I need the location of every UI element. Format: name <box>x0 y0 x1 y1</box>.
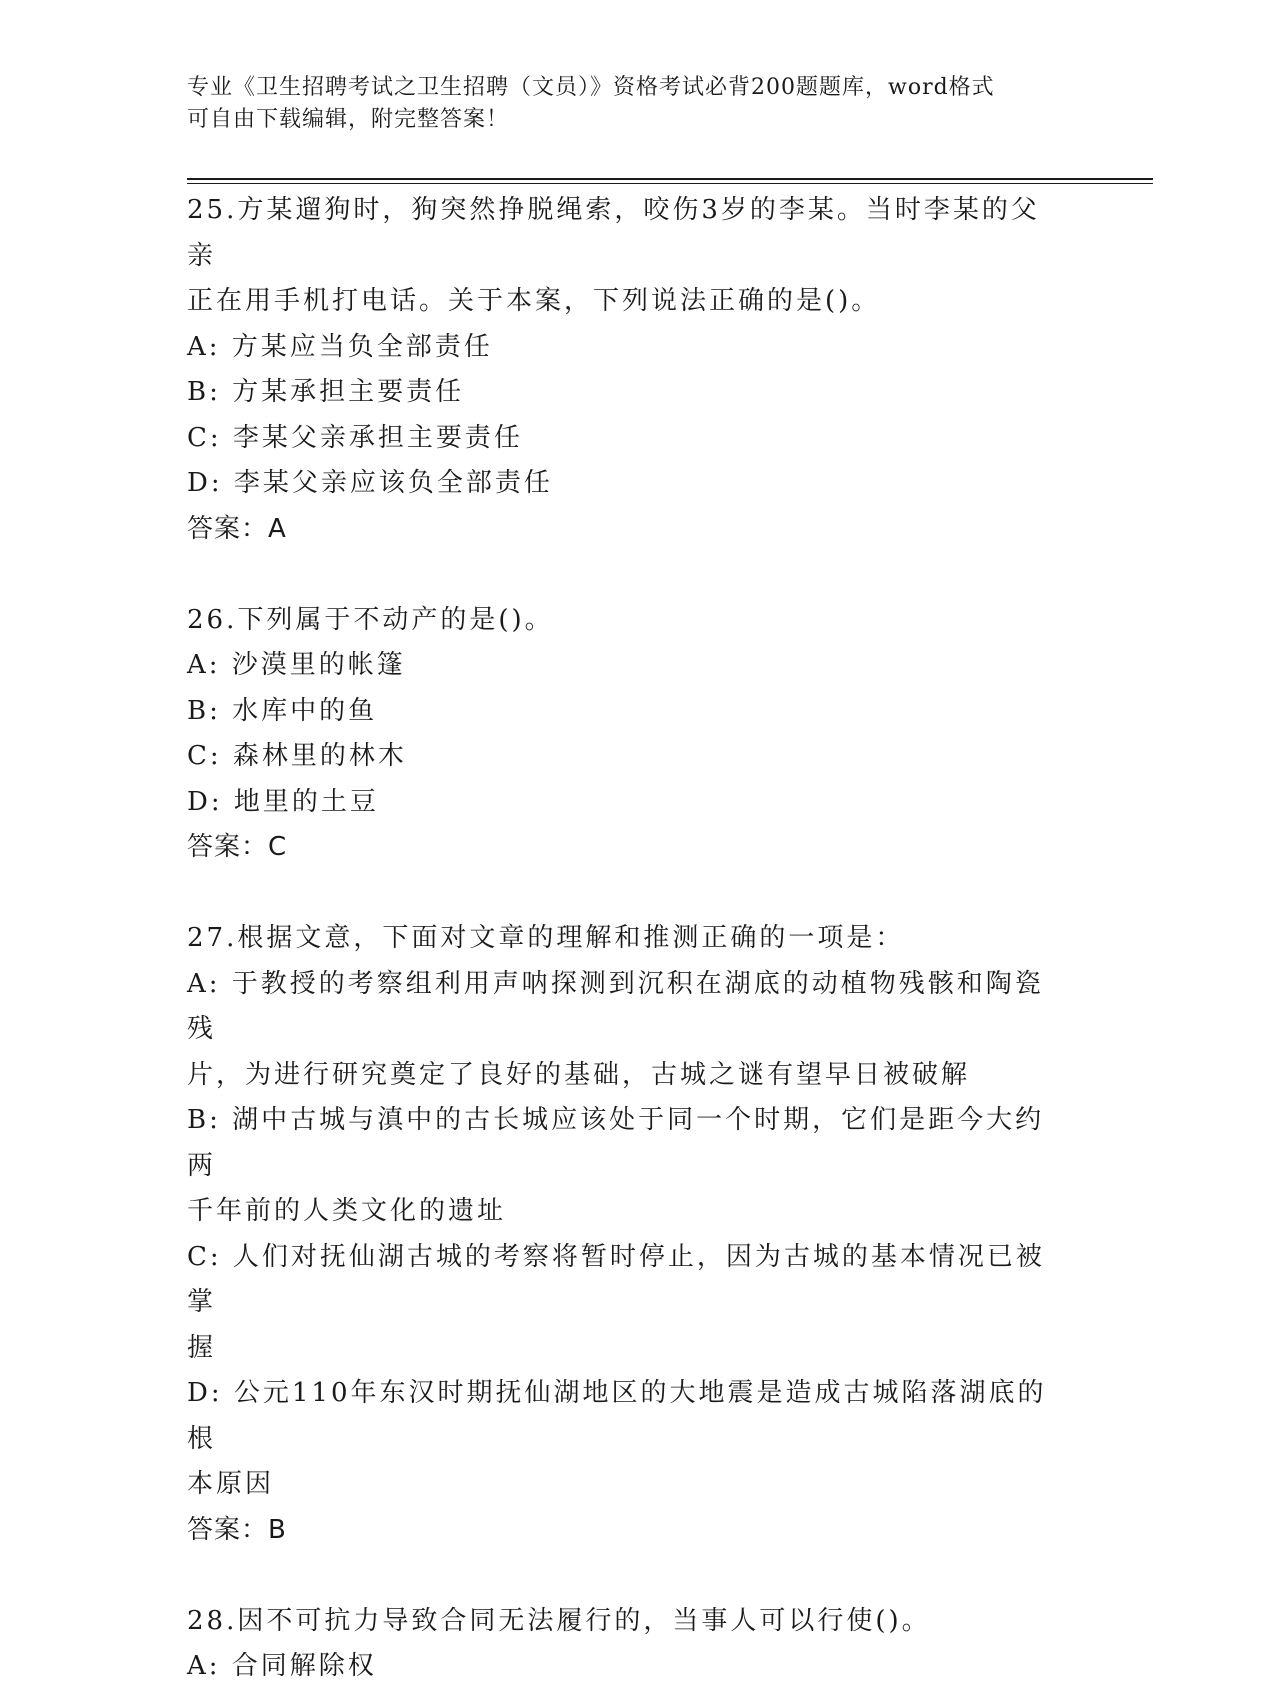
option-c: C: 人们对抚仙湖古城的考察将暂时停止，因为古城的基本情况已被掌 <box>187 1241 1045 1317</box>
header-rule-thin <box>187 183 1153 184</box>
question-stem: 26.下列属于不动产的是()。 <box>187 604 554 635</box>
option-b: B: 水库中的鱼 <box>187 695 378 726</box>
answer-label: 答案：A <box>187 513 287 544</box>
option-b: B: 方某承担主要责任 <box>187 377 465 407</box>
option-c: C: 李某父亲承担主要责任 <box>187 422 523 453</box>
question-26 <box>187 598 1067 871</box>
option-d-continued: 本原因 <box>187 1469 275 1499</box>
option-c: C: 森林里的林木 <box>187 741 407 771</box>
answer-label: 答案：C <box>187 832 288 862</box>
option-d: D: 地里的土豆 <box>187 786 379 817</box>
header-rule-thick <box>187 178 1153 180</box>
option-a: A: 方某应当负全部责任 <box>187 331 493 362</box>
header-line-2: 可自由下载编辑，附完整答案！ <box>187 107 510 132</box>
option-b: B: 湖中古城与滇中的古长城应该处于同一个时期，它们是距今大约两 <box>187 1105 1045 1181</box>
question-stem: 正在用手机打电话。关于本案，下列说法正确的是()。 <box>187 286 881 316</box>
option-d: D: 李某父亲应该负全部责任 <box>187 468 553 498</box>
option-c-continued: 握 <box>187 1332 217 1363</box>
option-a: A: 于教授的考察组利用声呐探测到沉积在湖底的动植物残骸和陶瓷残 <box>187 968 1044 1044</box>
document-header <box>187 72 1067 136</box>
option-b-continued: 千年前的人类文化的遗址 <box>187 1196 507 1226</box>
question-list <box>187 188 1067 1690</box>
answer-label: 答案：B <box>187 1514 287 1545</box>
option-d: D: 公元110年东汉时期抚仙湖地区的大地震是造成古城陷落湖底的根 <box>187 1378 1047 1454</box>
question-25 <box>187 188 1067 552</box>
question-stem: 28.因不可抗力导致合同无法履行的，当事人可以行使()。 <box>187 1605 931 1636</box>
question-stem: 25.方某遛狗时，狗突然挣脱绳索，咬伤3岁的李某。当时李某的父亲 <box>187 195 1040 271</box>
header-line-1: 专业《卫生招聘考试之卫生招聘（文员）》资格考试必背200题题库，word格式 <box>187 75 995 100</box>
question-28 <box>187 1599 1067 1690</box>
question-27 <box>187 916 1067 1553</box>
question-spacer <box>187 871 1067 917</box>
question-spacer <box>187 552 1067 598</box>
question-spacer <box>187 1553 1067 1599</box>
option-a: A: 合同解除权 <box>187 1651 377 1681</box>
question-stem: 27.根据文意，下面对文章的理解和推测正确的一项是： <box>187 923 905 953</box>
option-a-continued: 片，为进行研究奠定了良好的基础，古城之谜有望早日被破解 <box>187 1059 971 1090</box>
option-a: A: 沙漠里的帐篷 <box>187 650 406 680</box>
